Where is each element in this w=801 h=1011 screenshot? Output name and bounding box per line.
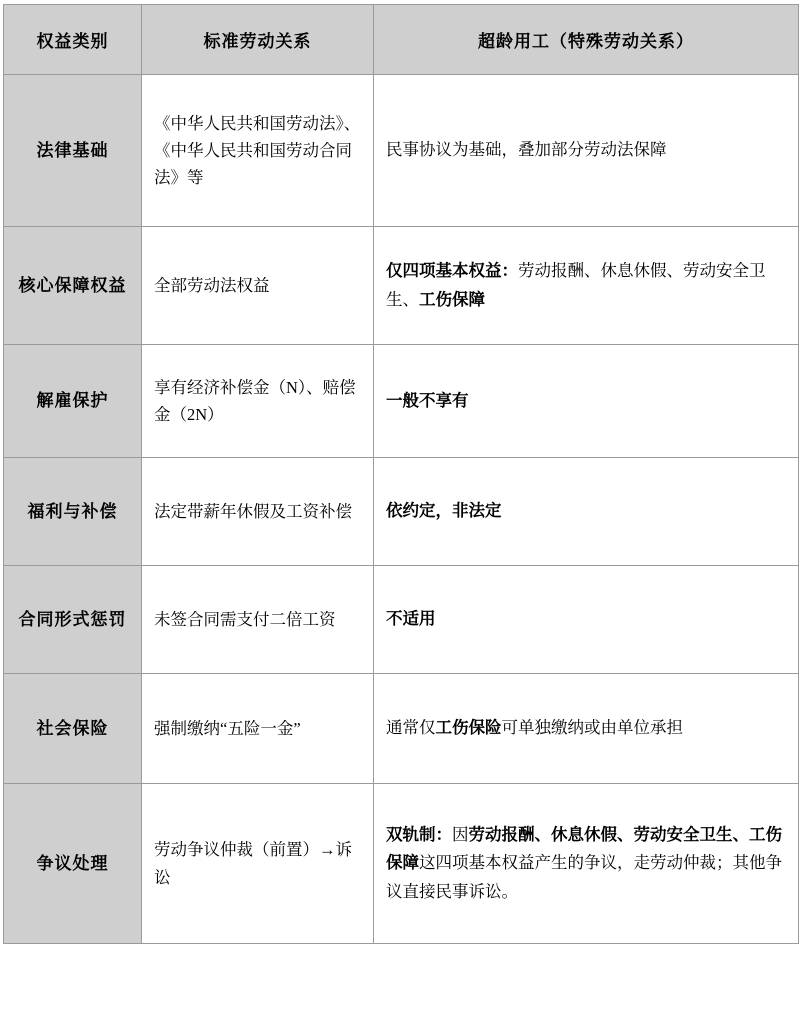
table-header-row	[4, 5, 799, 75]
row-elder: 双轨制：因劳动报酬、休息休假、劳动安全卫生、工伤保障这四项基本权益产生的争议，走劳动仲裁；其他争议直接民事诉讼。	[374, 784, 799, 944]
table-row	[4, 458, 799, 566]
table-row	[4, 345, 799, 458]
row-category: 福利与补偿	[4, 458, 142, 566]
row-elder: 通常仅工伤保险可单独缴纳或由单位承担	[374, 674, 799, 784]
column-header-elder: 超龄用工（特殊劳动关系）	[374, 5, 799, 75]
row-category: 社会保险	[4, 674, 142, 784]
row-standard: 全部劳动法权益	[142, 227, 374, 345]
row-standard: 法定带薪年休假及工资补偿	[142, 458, 374, 566]
row-elder: 一般不享有	[374, 345, 799, 458]
table-row	[4, 566, 799, 674]
column-header-category: 权益类别	[4, 5, 142, 75]
row-elder: 依约定，非法定	[374, 458, 799, 566]
row-category: 争议处理	[4, 784, 142, 944]
table-row	[4, 674, 799, 784]
row-standard: 享有经济补偿金（N）、赔偿金（2N）	[142, 345, 374, 458]
row-elder: 民事协议为基础，叠加部分劳动法保障	[374, 75, 799, 227]
row-category: 解雇保护	[4, 345, 142, 458]
row-standard: 未签合同需支付二倍工资	[142, 566, 374, 674]
table-row	[4, 784, 799, 944]
table-row	[4, 75, 799, 227]
column-header-standard: 标准劳动关系	[142, 5, 374, 75]
table-row	[4, 227, 799, 345]
row-standard: 劳动争议仲裁（前置）→诉讼	[142, 784, 374, 944]
comparison-table	[3, 4, 799, 944]
row-category: 合同形式惩罚	[4, 566, 142, 674]
row-standard: 《中华人民共和国劳动法》、《中华人民共和国劳动合同法》等	[142, 75, 374, 227]
row-standard: 强制缴纳“五险一金”	[142, 674, 374, 784]
row-elder: 仅四项基本权益：劳动报酬、休息休假、劳动安全卫生、工伤保障	[374, 227, 799, 345]
row-elder: 不适用	[374, 566, 799, 674]
row-category: 核心保障权益	[4, 227, 142, 345]
row-category: 法律基础	[4, 75, 142, 227]
